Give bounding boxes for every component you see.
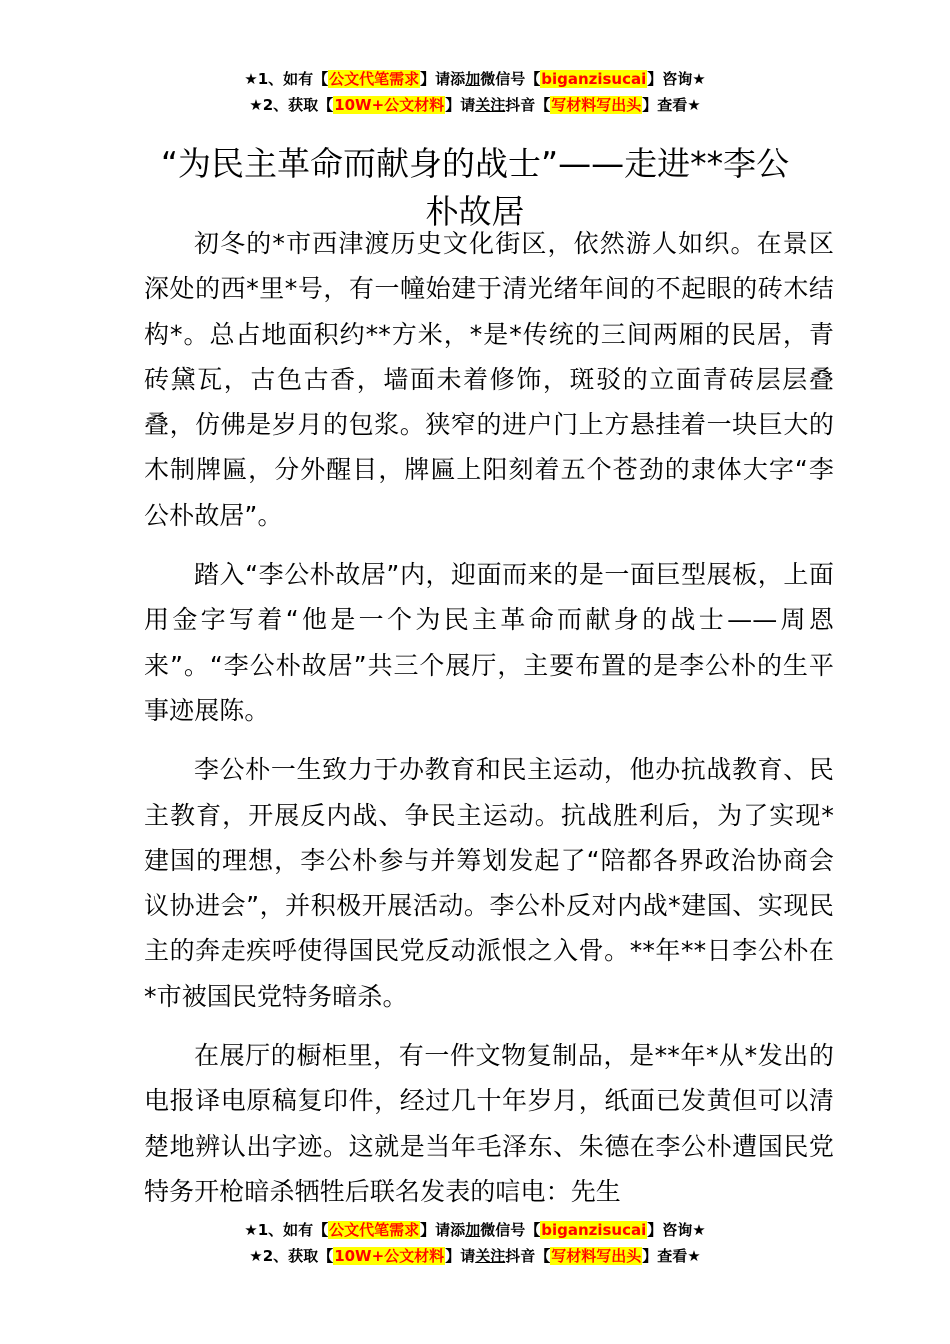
banner-text: 】请 (445, 96, 476, 114)
banner-text: 微信号【 (480, 1221, 541, 1239)
banner-underline: 关注 (475, 96, 506, 114)
banner-text: 】请添 (420, 1221, 466, 1239)
banner-line-2 (0, 92, 950, 118)
banner-underline: 加 (465, 1221, 481, 1239)
banner-text: 抖音【 (505, 96, 551, 114)
banner-text: 抖音【 (505, 1247, 551, 1265)
banner-highlight: biganzisucai (541, 70, 647, 88)
banner-text: 微信号【 (480, 70, 541, 88)
footer-banner (0, 1217, 950, 1269)
banner-text: 】请 (445, 1247, 476, 1265)
banner-underline: 关注 (475, 1247, 506, 1265)
banner-line-2 (0, 1243, 950, 1269)
banner-text: 】请添 (420, 70, 466, 88)
banner-text: ★2、获取【 (249, 1247, 334, 1265)
banner-highlight: 公文代笔需求 (329, 1221, 420, 1239)
banner-text: 】查看★ (642, 1247, 701, 1265)
body-paragraph: 踏入“李公朴故居”内，迎面而来的是一面巨型展板，上面用金字写着“他是一个为民主革命而献身的战士——周恩来”。“李公朴故居”共三个展厅，主要布置的是李公朴的生平事迹展陈。 (144, 560, 834, 725)
banner-highlight: 写材料写出头 (551, 1247, 642, 1265)
banner-highlight: 10W+公文材料 (334, 96, 445, 114)
banner-highlight: 公文代笔需求 (329, 70, 420, 88)
document-body (144, 221, 834, 1228)
banner-text: 】咨询★ (647, 1221, 706, 1239)
banner-text: ★1、如有【 (244, 1221, 329, 1239)
banner-text: 】查看★ (642, 96, 701, 114)
body-paragraph: 初冬的*市西津渡历史文化街区，依然游人如织。在景区深处的西*里*号，有一幢始建于清光绪年间的不起眼的砖木结构*。总占地面积约**方米，*是*传统的三间两厢的民居，青砖黛瓦，古色古香，墙面未着修饰，斑驳的立面青砖层层叠叠，仿佛是岁月的包浆。狭窄的进户门上方悬挂着一块巨大的木制牌匾，分外醒目，牌匾上阳刻着五个苍劲的隶体大字“李公朴故居”。 (144, 229, 834, 530)
document-title: “为民主革命而献身的战士”——走进**李公朴故居 (160, 144, 790, 232)
body-paragraph: 在展厅的橱柜里，有一件文物复制品，是**年*从*发出的电报译电原稿复印件，经过几十年岁月，纸面已发黄但可以清楚地辨认出字迹。这就是当年毛泽东、朱德在李公朴遭国民党特务开枪暗杀牺牲后联名发表的唁电：先生 (144, 1041, 834, 1206)
body-paragraph: 李公朴一生致力于办教育和民主运动，他办抗战教育、民主教育，开展反内战、争民主运动。抗战胜利后，为了实现*建国的理想，李公朴参与并筹划发起了“陪都各界政治协商会议协进会”，并积极开展活动。李公朴反对内战*建国、实现民主的奔走疾呼使得国民党反动派恨之入骨。**年**日李公朴在*市被国民党特务暗杀。 (144, 755, 834, 1011)
banner-line-1 (0, 66, 950, 92)
banner-text: ★2、获取【 (249, 96, 334, 114)
banner-text: 】咨询★ (647, 70, 706, 88)
header-banner (0, 66, 950, 118)
banner-line-1 (0, 1217, 950, 1243)
banner-highlight: 10W+公文材料 (334, 1247, 445, 1265)
banner-highlight: 写材料写出头 (551, 96, 642, 114)
banner-highlight: biganzisucai (541, 1221, 647, 1239)
banner-text: ★1、如有【 (244, 70, 329, 88)
banner-underline: 加 (465, 70, 481, 88)
